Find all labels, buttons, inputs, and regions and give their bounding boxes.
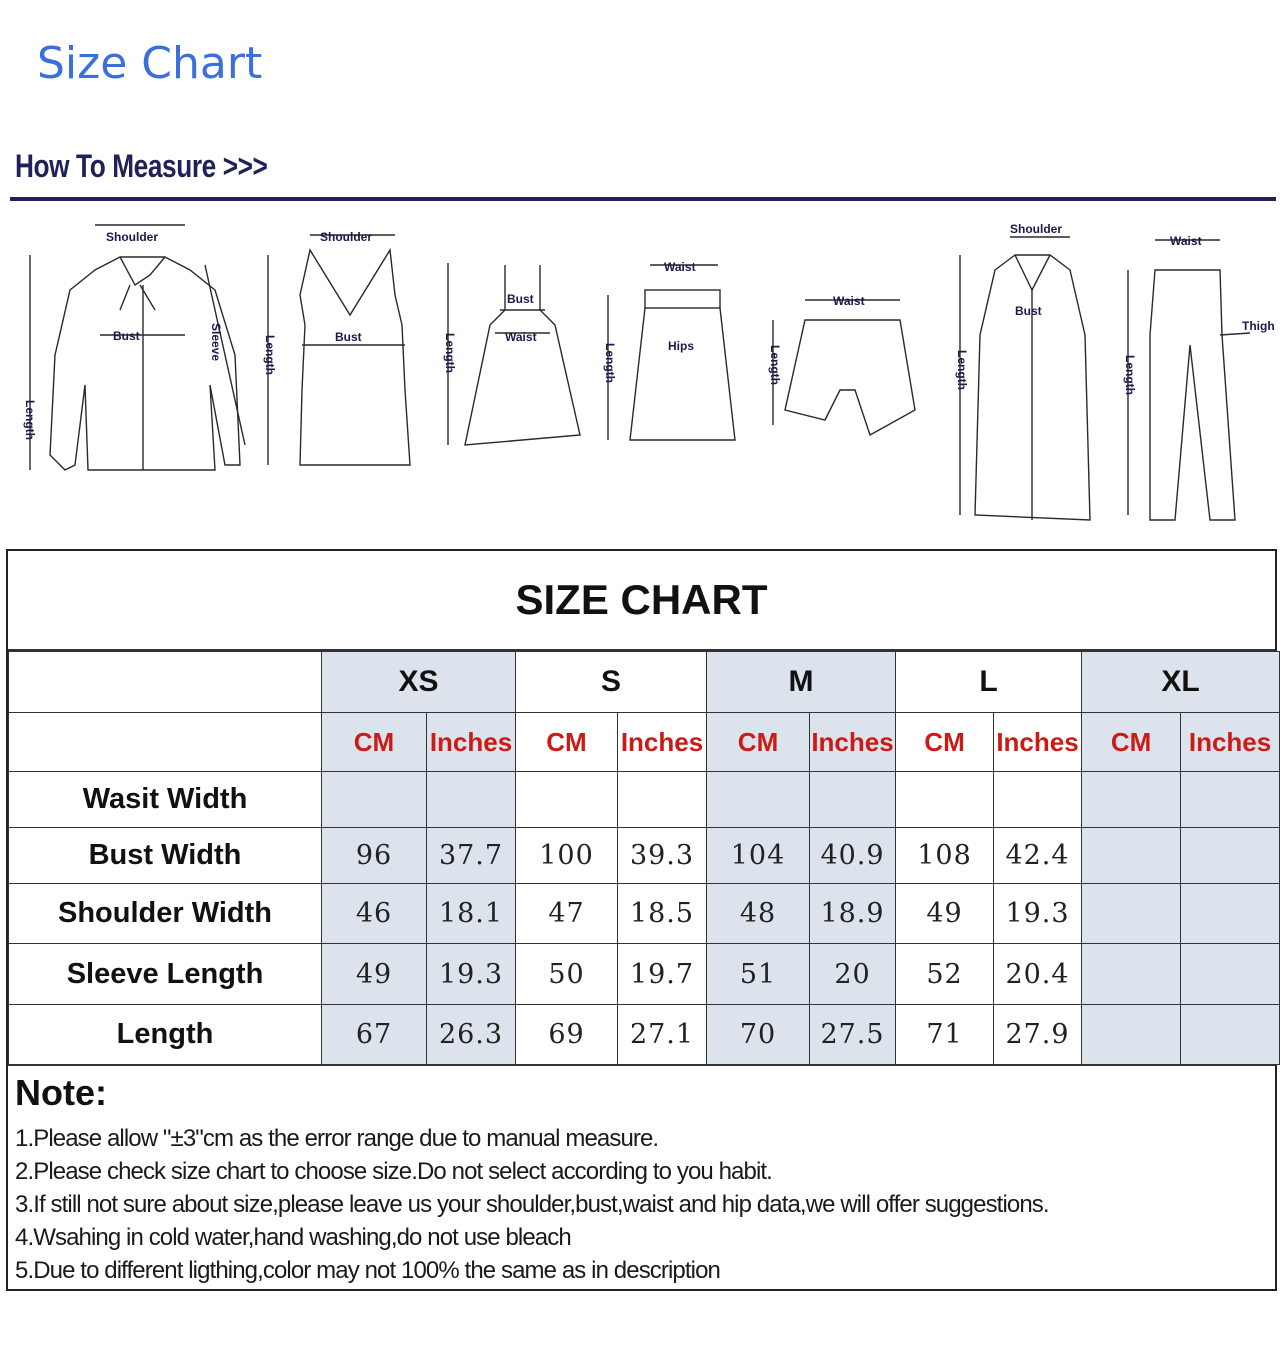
bust-label-3: Bust bbox=[507, 292, 534, 306]
table-cell bbox=[1181, 884, 1280, 944]
notes-heading: Note: bbox=[15, 1072, 107, 1113]
table-row bbox=[9, 944, 1280, 1005]
size-m: M bbox=[707, 652, 896, 713]
row-label: Length bbox=[9, 1005, 322, 1065]
dress-diagram bbox=[448, 263, 580, 445]
table-cell: 70 bbox=[707, 1005, 810, 1065]
table-cell bbox=[1082, 884, 1181, 944]
table-cell bbox=[1181, 772, 1280, 828]
table-cell bbox=[896, 772, 994, 828]
table-cell: 48 bbox=[707, 884, 810, 944]
table-cell: 26.3 bbox=[427, 1005, 516, 1065]
how-to-measure-heading: How To Measure >>> bbox=[15, 148, 268, 184]
waist-label-5: Waist bbox=[833, 294, 865, 308]
table-cell: 18.1 bbox=[427, 884, 516, 944]
shorts-diagram bbox=[773, 300, 915, 435]
table-cell: 71 bbox=[896, 1005, 994, 1065]
unit-cm: CM bbox=[322, 713, 427, 772]
table-cell: 96 bbox=[322, 828, 427, 884]
size-chart-title: SIZE CHART bbox=[8, 551, 1275, 651]
size-chart-table bbox=[8, 651, 1280, 1065]
table-cell: 19.3 bbox=[427, 944, 516, 1005]
table-cell: 51 bbox=[707, 944, 810, 1005]
length-label-6: Length bbox=[955, 350, 969, 390]
table-cell bbox=[618, 772, 707, 828]
table-cell: 19.7 bbox=[618, 944, 707, 1005]
table-cell: 52 bbox=[896, 944, 994, 1005]
table-cell: 27.9 bbox=[994, 1005, 1082, 1065]
table-cell: 20.4 bbox=[994, 944, 1082, 1005]
tank-diagram bbox=[268, 235, 410, 465]
table-cell bbox=[707, 772, 810, 828]
unit-cm: CM bbox=[896, 713, 994, 772]
row-label: Bust Width bbox=[9, 828, 322, 884]
table-cell: 19.3 bbox=[994, 884, 1082, 944]
table-cell: 18.9 bbox=[810, 884, 896, 944]
note-line-5: 5.Due to different ligthing,color may not 100% the same as in description bbox=[15, 1257, 720, 1284]
table-cell: 104 bbox=[707, 828, 810, 884]
length-label-7: Length bbox=[1123, 355, 1137, 395]
note-line-4: 4.Wsahing in cold water,hand washing,do not use bleach bbox=[15, 1224, 571, 1251]
coat-diagram bbox=[960, 237, 1090, 520]
measurement-rows bbox=[9, 772, 1280, 1065]
unit-inches: Inches bbox=[427, 713, 516, 772]
table-cell: 67 bbox=[322, 1005, 427, 1065]
row-label: Sleeve Length bbox=[9, 944, 322, 1005]
table-cell bbox=[427, 772, 516, 828]
table-cell: 69 bbox=[516, 1005, 618, 1065]
table-cell: 49 bbox=[322, 944, 427, 1005]
table-cell bbox=[1181, 944, 1280, 1005]
table-row bbox=[9, 828, 1280, 884]
unit-cm: CM bbox=[1082, 713, 1181, 772]
table-cell: 20 bbox=[810, 944, 896, 1005]
size-chart-sheet bbox=[6, 549, 1277, 1291]
table-cell: 39.3 bbox=[618, 828, 707, 884]
length-label-3: Length bbox=[443, 333, 457, 373]
shoulder-label-1: Shoulder bbox=[106, 230, 159, 244]
table-cell: 46 bbox=[322, 884, 427, 944]
row-label: Wasit Width bbox=[9, 772, 322, 828]
table-row bbox=[9, 772, 1280, 828]
table-row bbox=[9, 1005, 1280, 1065]
sleeve-label-1: Sleeve bbox=[209, 323, 223, 362]
unit-cm: CM bbox=[707, 713, 810, 772]
size-l: L bbox=[896, 652, 1082, 713]
unit-cm: CM bbox=[516, 713, 618, 772]
waist-label-3: Waist bbox=[505, 330, 537, 344]
table-cell bbox=[1082, 1005, 1181, 1065]
notes-section bbox=[8, 1065, 1275, 1289]
heading-divider bbox=[10, 197, 1276, 201]
table-cell bbox=[322, 772, 427, 828]
thigh-label: Thigh bbox=[1242, 319, 1275, 333]
note-line-1: 1.Please allow "±3"cm as the error range due to manual measure. bbox=[15, 1125, 659, 1152]
unit-inches: Inches bbox=[810, 713, 896, 772]
size-s: S bbox=[516, 652, 707, 713]
table-cell: 27.1 bbox=[618, 1005, 707, 1065]
measurement-diagrams bbox=[10, 215, 1276, 535]
unit-inches: Inches bbox=[618, 713, 707, 772]
bust-label-2: Bust bbox=[335, 330, 362, 344]
table-cell bbox=[1181, 1005, 1280, 1065]
bust-label-1: Bust bbox=[113, 329, 140, 343]
waist-label-7: Waist bbox=[1170, 234, 1202, 248]
unit-corner-cell bbox=[9, 713, 322, 772]
bust-label-6: Bust bbox=[1015, 304, 1042, 318]
page-title: Size Chart bbox=[37, 38, 263, 89]
table-cell bbox=[994, 772, 1082, 828]
length-label-2: Length bbox=[263, 335, 277, 375]
table-cell: 50 bbox=[516, 944, 618, 1005]
size-xl: XL bbox=[1082, 652, 1280, 713]
table-cell: 100 bbox=[516, 828, 618, 884]
table-cell bbox=[1082, 772, 1181, 828]
table-cell: 47 bbox=[516, 884, 618, 944]
unit-header-row bbox=[9, 713, 1280, 772]
table-cell: 27.5 bbox=[810, 1005, 896, 1065]
table-cell: 42.4 bbox=[994, 828, 1082, 884]
note-line-3: 3.If still not sure about size,please leave us your shoulder,bust,waist and hip data,we will offer suggestions. bbox=[15, 1191, 1049, 1218]
unit-inches: Inches bbox=[994, 713, 1082, 772]
table-cell bbox=[1082, 828, 1181, 884]
unit-inches: Inches bbox=[1181, 713, 1280, 772]
length-label-4: Length bbox=[603, 343, 617, 383]
hips-label: Hips bbox=[668, 339, 695, 353]
note-line-2: 2.Please check size chart to choose size.Do not select according to you habit. bbox=[15, 1158, 772, 1185]
length-label-5: Length bbox=[768, 345, 782, 385]
size-xs: XS bbox=[322, 652, 516, 713]
corner-cell bbox=[9, 652, 322, 713]
table-cell bbox=[1082, 944, 1181, 1005]
table-cell: 49 bbox=[896, 884, 994, 944]
row-label: Shoulder Width bbox=[9, 884, 322, 944]
table-cell bbox=[810, 772, 896, 828]
table-cell bbox=[516, 772, 618, 828]
shoulder-label-2: Shoulder bbox=[320, 230, 373, 244]
table-cell: 40.9 bbox=[810, 828, 896, 884]
table-cell: 108 bbox=[896, 828, 994, 884]
table-cell bbox=[1181, 828, 1280, 884]
length-label-1: Length bbox=[23, 400, 37, 440]
table-row bbox=[9, 884, 1280, 944]
table-cell: 18.5 bbox=[618, 884, 707, 944]
size-header-row bbox=[9, 652, 1280, 713]
pants-diagram bbox=[1128, 240, 1250, 520]
waist-label-4: Waist bbox=[664, 260, 696, 274]
shoulder-label-6: Shoulder bbox=[1010, 222, 1063, 236]
table-cell: 37.7 bbox=[427, 828, 516, 884]
